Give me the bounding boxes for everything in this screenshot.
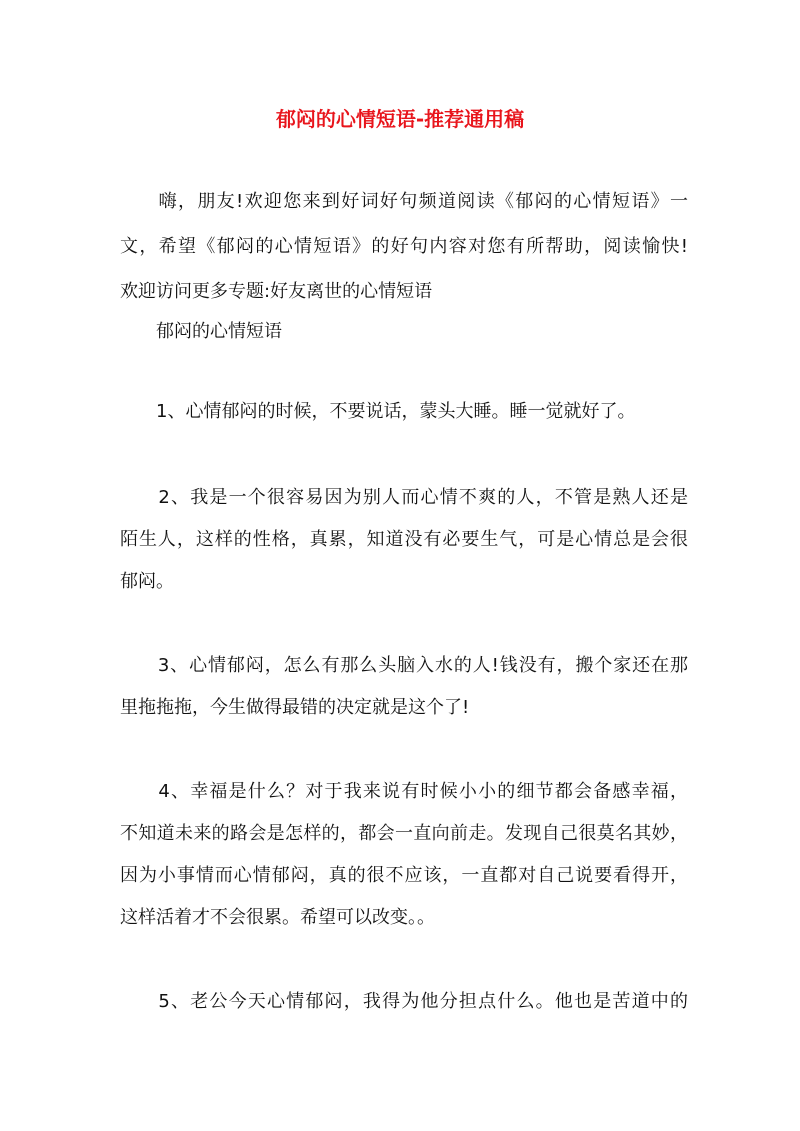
- item-4-line-4: 这样活着才不会很累。希望可以改变。。: [120, 907, 435, 928]
- item-3-line-1: 3、心情郁闷，怎么有那么头脑入水的人!钱没有，搬个家还在那: [120, 655, 688, 676]
- item-4-line-2: 不知道未来的路会是怎样的，都会一直向前走。发现自己很莫名其妙，: [120, 823, 688, 844]
- item-2-line-1: 2、我是一个很容易因为别人而心情不爽的人，不管是熟人还是: [120, 487, 688, 508]
- section-heading: 郁闷的心情短语: [120, 321, 282, 342]
- item-2-line-3: 郁闷。: [120, 571, 174, 592]
- document-title: 郁闷的心情短语-推荐通用稿: [275, 107, 525, 131]
- item-4-line-1: 4、幸福是什么？对于我来说有时候小小的细节都会备感幸福，: [120, 781, 688, 802]
- item-1-line-1: 1、心情郁闷的时候，不要说话，蒙头大睡。睡一觉就好了。: [120, 401, 636, 422]
- item-3-line-2: 里拖拖拖，今生做得最错的决定就是这个了!: [120, 697, 470, 718]
- intro-line-2: 文，希望《郁闷的心情短语》的好句内容对您有所帮助，阅读愉快!: [120, 236, 688, 257]
- item-5-line-1: 5、老公今天心情郁闷，我得为他分担点什么。他也是苦道中的: [120, 991, 688, 1012]
- item-2-line-2: 陌生人，这样的性格，真累，知道没有必要生气，可是心情总是会很: [120, 529, 688, 550]
- intro-line-1: 嗨，朋友!欢迎您来到好词好句频道阅读《郁闷的心情短语》一: [120, 191, 688, 212]
- intro-line-3: 欢迎访问更多专题:好友离世的心情短语: [120, 281, 433, 302]
- item-4-line-3: 因为小事情而心情郁闷，真的很不应该，一直都对自己说要看得开，: [120, 865, 688, 886]
